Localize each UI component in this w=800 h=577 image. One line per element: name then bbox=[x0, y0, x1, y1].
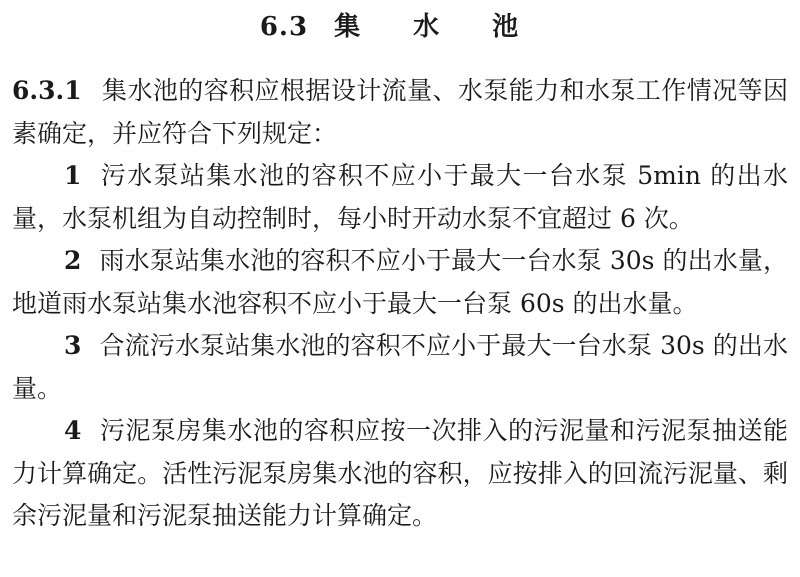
item-text: 污水泵站集水池的容积不应小于最大一台水泵 5min 的出水量，水泵机组为自动控制时，每小时开动水泵不宜超过 6 次。 bbox=[12, 161, 788, 233]
item-number: 4 bbox=[64, 416, 82, 445]
section-title: 集 水 池 bbox=[334, 12, 541, 42]
list-item bbox=[12, 240, 788, 325]
clause-number: 6.3.1 bbox=[12, 76, 82, 105]
item-text: 合流污水泵站集水池的容积不应小于最大一台水泵 30s 的出水量。 bbox=[12, 331, 788, 403]
section-number: 6.3 bbox=[259, 12, 309, 42]
clause-text: 集水池的容积应根据设计流量、水泵能力和水泵工作情况等因素确定，并应符合下列规定： bbox=[12, 76, 788, 148]
item-number: 3 bbox=[64, 331, 82, 360]
clause-paragraph bbox=[12, 70, 788, 155]
item-text: 雨水泵站集水池的容积不应小于最大一台水泵 30s 的出水量，地道雨水泵站集水池容积不应小于最大一台泵 60s 的出水量。 bbox=[12, 246, 788, 318]
item-number: 2 bbox=[64, 246, 82, 275]
item-text: 污泥泵房集水池的容积应按一次排入的污泥量和污泥泵抽送能力计算确定。活性污泥泵房集水池的容积，应按排入的回流污泥量、剩余污泥量和污泥泵抽送能力计算确定。 bbox=[12, 416, 788, 530]
section-heading bbox=[0, 10, 800, 44]
list-item bbox=[12, 155, 788, 240]
list-item bbox=[12, 410, 788, 538]
item-number: 1 bbox=[64, 161, 82, 190]
list-item bbox=[12, 325, 788, 410]
clause-body bbox=[12, 70, 788, 538]
